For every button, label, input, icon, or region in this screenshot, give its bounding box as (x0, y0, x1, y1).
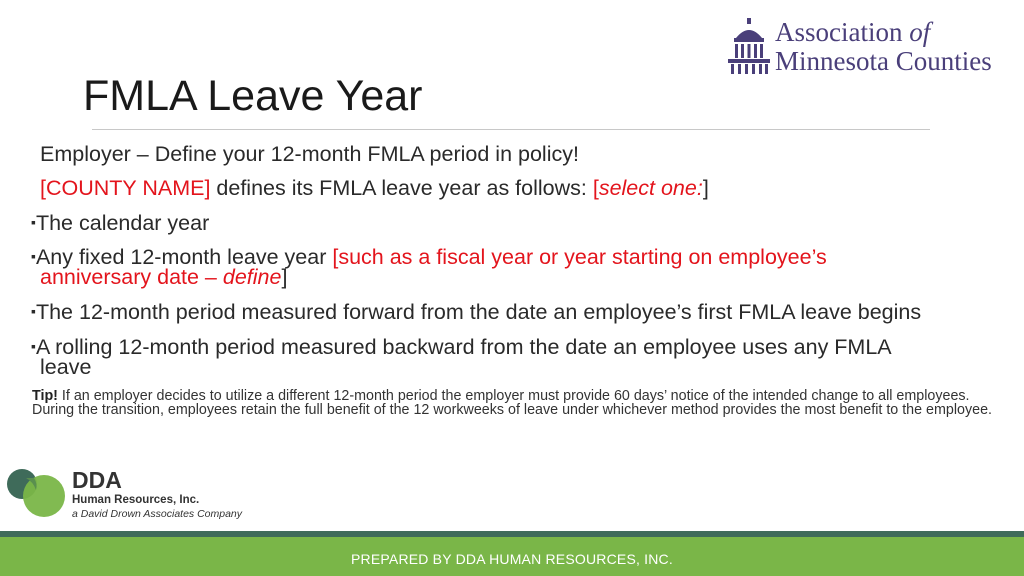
list-item: ▪The calendar year (31, 211, 210, 235)
association-name: Association of Minnesota Counties (775, 17, 992, 76)
select-one-label: select one: (598, 176, 703, 200)
intro-line: Employer – Define your 12-month FMLA period in policy! (40, 142, 579, 166)
list-item-continuation: anniversary date – define] (40, 265, 288, 289)
capitol-building-icon (728, 18, 770, 76)
dda-subtitle: Human Resources, Inc. (72, 494, 200, 506)
title-divider (92, 129, 930, 130)
association-logo (728, 16, 1008, 78)
bullet-icon: ▪ (31, 338, 36, 354)
definition-line: [COUNTY NAME] defines its FMLA leave year as follows: [select one:] (40, 176, 709, 200)
tip-label: Tip! (32, 388, 58, 404)
list-item: ▪Any fixed 12-month leave year [such as a fiscal year or year starting on employee’s (31, 245, 827, 269)
dda-tagline: a David Drown Associates Company (72, 508, 243, 520)
list-item: ▪The 12-month period measured forward from the date an employee’s first FMLA leave begins (31, 300, 922, 324)
page-title: FMLA Leave Year (83, 72, 423, 120)
bullet-icon: ▪ (31, 214, 36, 230)
list-item: ▪A rolling 12-month period measured backward from the date an employee uses any FMLA (31, 335, 892, 359)
tip-note: Tip! If an employer decides to utilize a different 12-month period the employer must provide 60 days’ notice of the intended change to all employees. During the transition, employees retain the full benefit of the 12 workweeks of leave under whichever method provides the most benefit to the employee. (32, 388, 993, 418)
footer-text: PREPARED BY DDA HUMAN RESOURCES, INC. (351, 551, 673, 567)
footer-bar (0, 537, 1024, 576)
list-item-continuation: leave (40, 355, 92, 379)
overlapping-circles-icon (6, 466, 70, 520)
county-name-placeholder: [COUNTY NAME] (40, 176, 211, 200)
dda-company-name: DDA (72, 467, 122, 493)
bullet-icon: ▪ (31, 248, 36, 264)
dda-logo (6, 464, 266, 524)
bullet-icon: ▪ (31, 303, 36, 319)
